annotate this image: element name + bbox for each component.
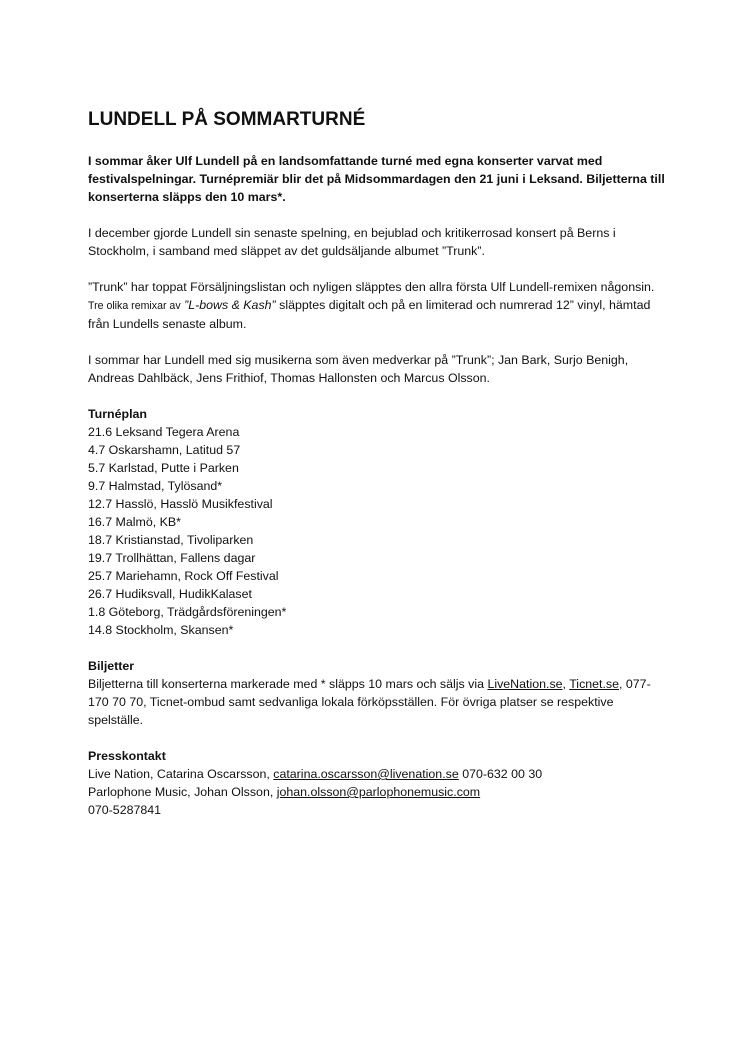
livenation-email-link[interactable]: catarina.oscarsson@livenation.se xyxy=(273,767,459,781)
tickets-paragraph xyxy=(88,675,668,729)
tour-date-item: 26.7 Hudiksvall, HudikKalaset xyxy=(88,587,252,601)
press-contact-livenation-phone: 070-632 00 30 xyxy=(462,767,543,781)
tour-date-item: 25.7 Mariehamn, Rock Off Festival xyxy=(88,569,279,583)
parlophone-email-link[interactable]: johan.olsson@parlophonemusic.com xyxy=(276,785,481,799)
paragraph-remix xyxy=(88,278,668,333)
tour-dates-list xyxy=(88,423,668,639)
press-contact-livenation-name: Live Nation, Catarina Oscarsson, xyxy=(88,767,270,781)
tour-date-item: 5.7 Karlstad, Putte i Parken xyxy=(88,461,239,475)
tickets-text: Biljetterna till konserterna markerade med * släpps 10 mars och säljs via xyxy=(88,677,484,691)
tour-date-item: 4.7 Oskarshamn, Latitud 57 xyxy=(88,443,241,457)
press-release-page xyxy=(88,108,668,837)
tickets-text-rest: , 077-170 70 70, Ticnet-ombud samt sedvanliga lokala förköpsställen. För övriga platser se respektive spelställe. xyxy=(88,677,651,727)
tour-date-item: 18.7 Kristianstad, Tivoliparken xyxy=(88,533,254,547)
tickets-heading: Biljetter xyxy=(88,659,135,673)
press-contacts xyxy=(88,765,668,819)
tour-date-item: 19.7 Trollhättan, Fallens dagar xyxy=(88,551,256,565)
paragraph-december-concert: I december gjorde Lundell sin senaste spelning, en bejublad och kritikerrosad konsert på Berns i Stockholm, i samband med släppet av det guldsäljande albumet ”Trunk”. xyxy=(88,226,616,258)
tour-date-item: 16.7 Malmö, KB* xyxy=(88,515,181,529)
tickets-separator: , xyxy=(562,677,566,691)
paragraph-musicians: I sommar har Lundell med sig musikerna som även medverkar på ”Trunk”; Jan Bark, Surjo Benigh, Andreas Dahlbäck, Jens Frithiof, Thomas Hallonsten och Marcus Olsson. xyxy=(88,353,629,385)
tour-date-item: 14.8 Stockholm, Skansen* xyxy=(88,623,234,637)
page-title: LUNDELL PÅ SOMMARTURNÉ xyxy=(88,109,366,130)
tour-date-item: 9.7 Halmstad, Tylösand* xyxy=(88,479,223,493)
remix-title: ”L-bows & Kash” xyxy=(184,298,276,312)
press-contact-parlophone xyxy=(88,783,668,801)
remix-text-part2: Tre olika remixar av xyxy=(88,300,181,312)
lead-paragraph: I sommar åker Ulf Lundell på en landsomfattande turné med egna konserter varvat med festivalspelningar. Turnépremiär blir det på Midsommardagen den 21 juni i Leksand. Biljetterna till konserterna släpps den 10 mars*. xyxy=(88,154,665,204)
press-heading: Presskontakt xyxy=(88,749,166,763)
tour-date-item: 12.7 Hasslö, Hasslö Musikfestival xyxy=(88,497,273,511)
remix-text-part4: släpptes digitalt och på en limiterad och numrerad 12” vinyl, hämtad från Lundells senaste album. xyxy=(88,298,651,331)
tour-date-item: 21.6 Leksand Tegera Arena xyxy=(88,425,240,439)
press-contact-livenation xyxy=(88,765,668,783)
press-contact-parlophone-phone: 070-5287841 xyxy=(88,803,162,817)
remix-text-part1: ”Trunk” har toppat Försäljningslistan och nyligen släpptes den allra första Ulf Lundell-remixen någonsin. xyxy=(88,280,655,294)
livenation-link[interactable]: LiveNation.se xyxy=(487,677,563,691)
ticnet-link[interactable]: Ticnet.se xyxy=(569,677,620,691)
tour-heading: Turnéplan xyxy=(88,407,147,421)
press-contact-parlophone-name: Parlophone Music, Johan Olsson, xyxy=(88,785,274,799)
tour-date-item: 1.8 Göteborg, Trädgårdsföreningen* xyxy=(88,605,287,619)
